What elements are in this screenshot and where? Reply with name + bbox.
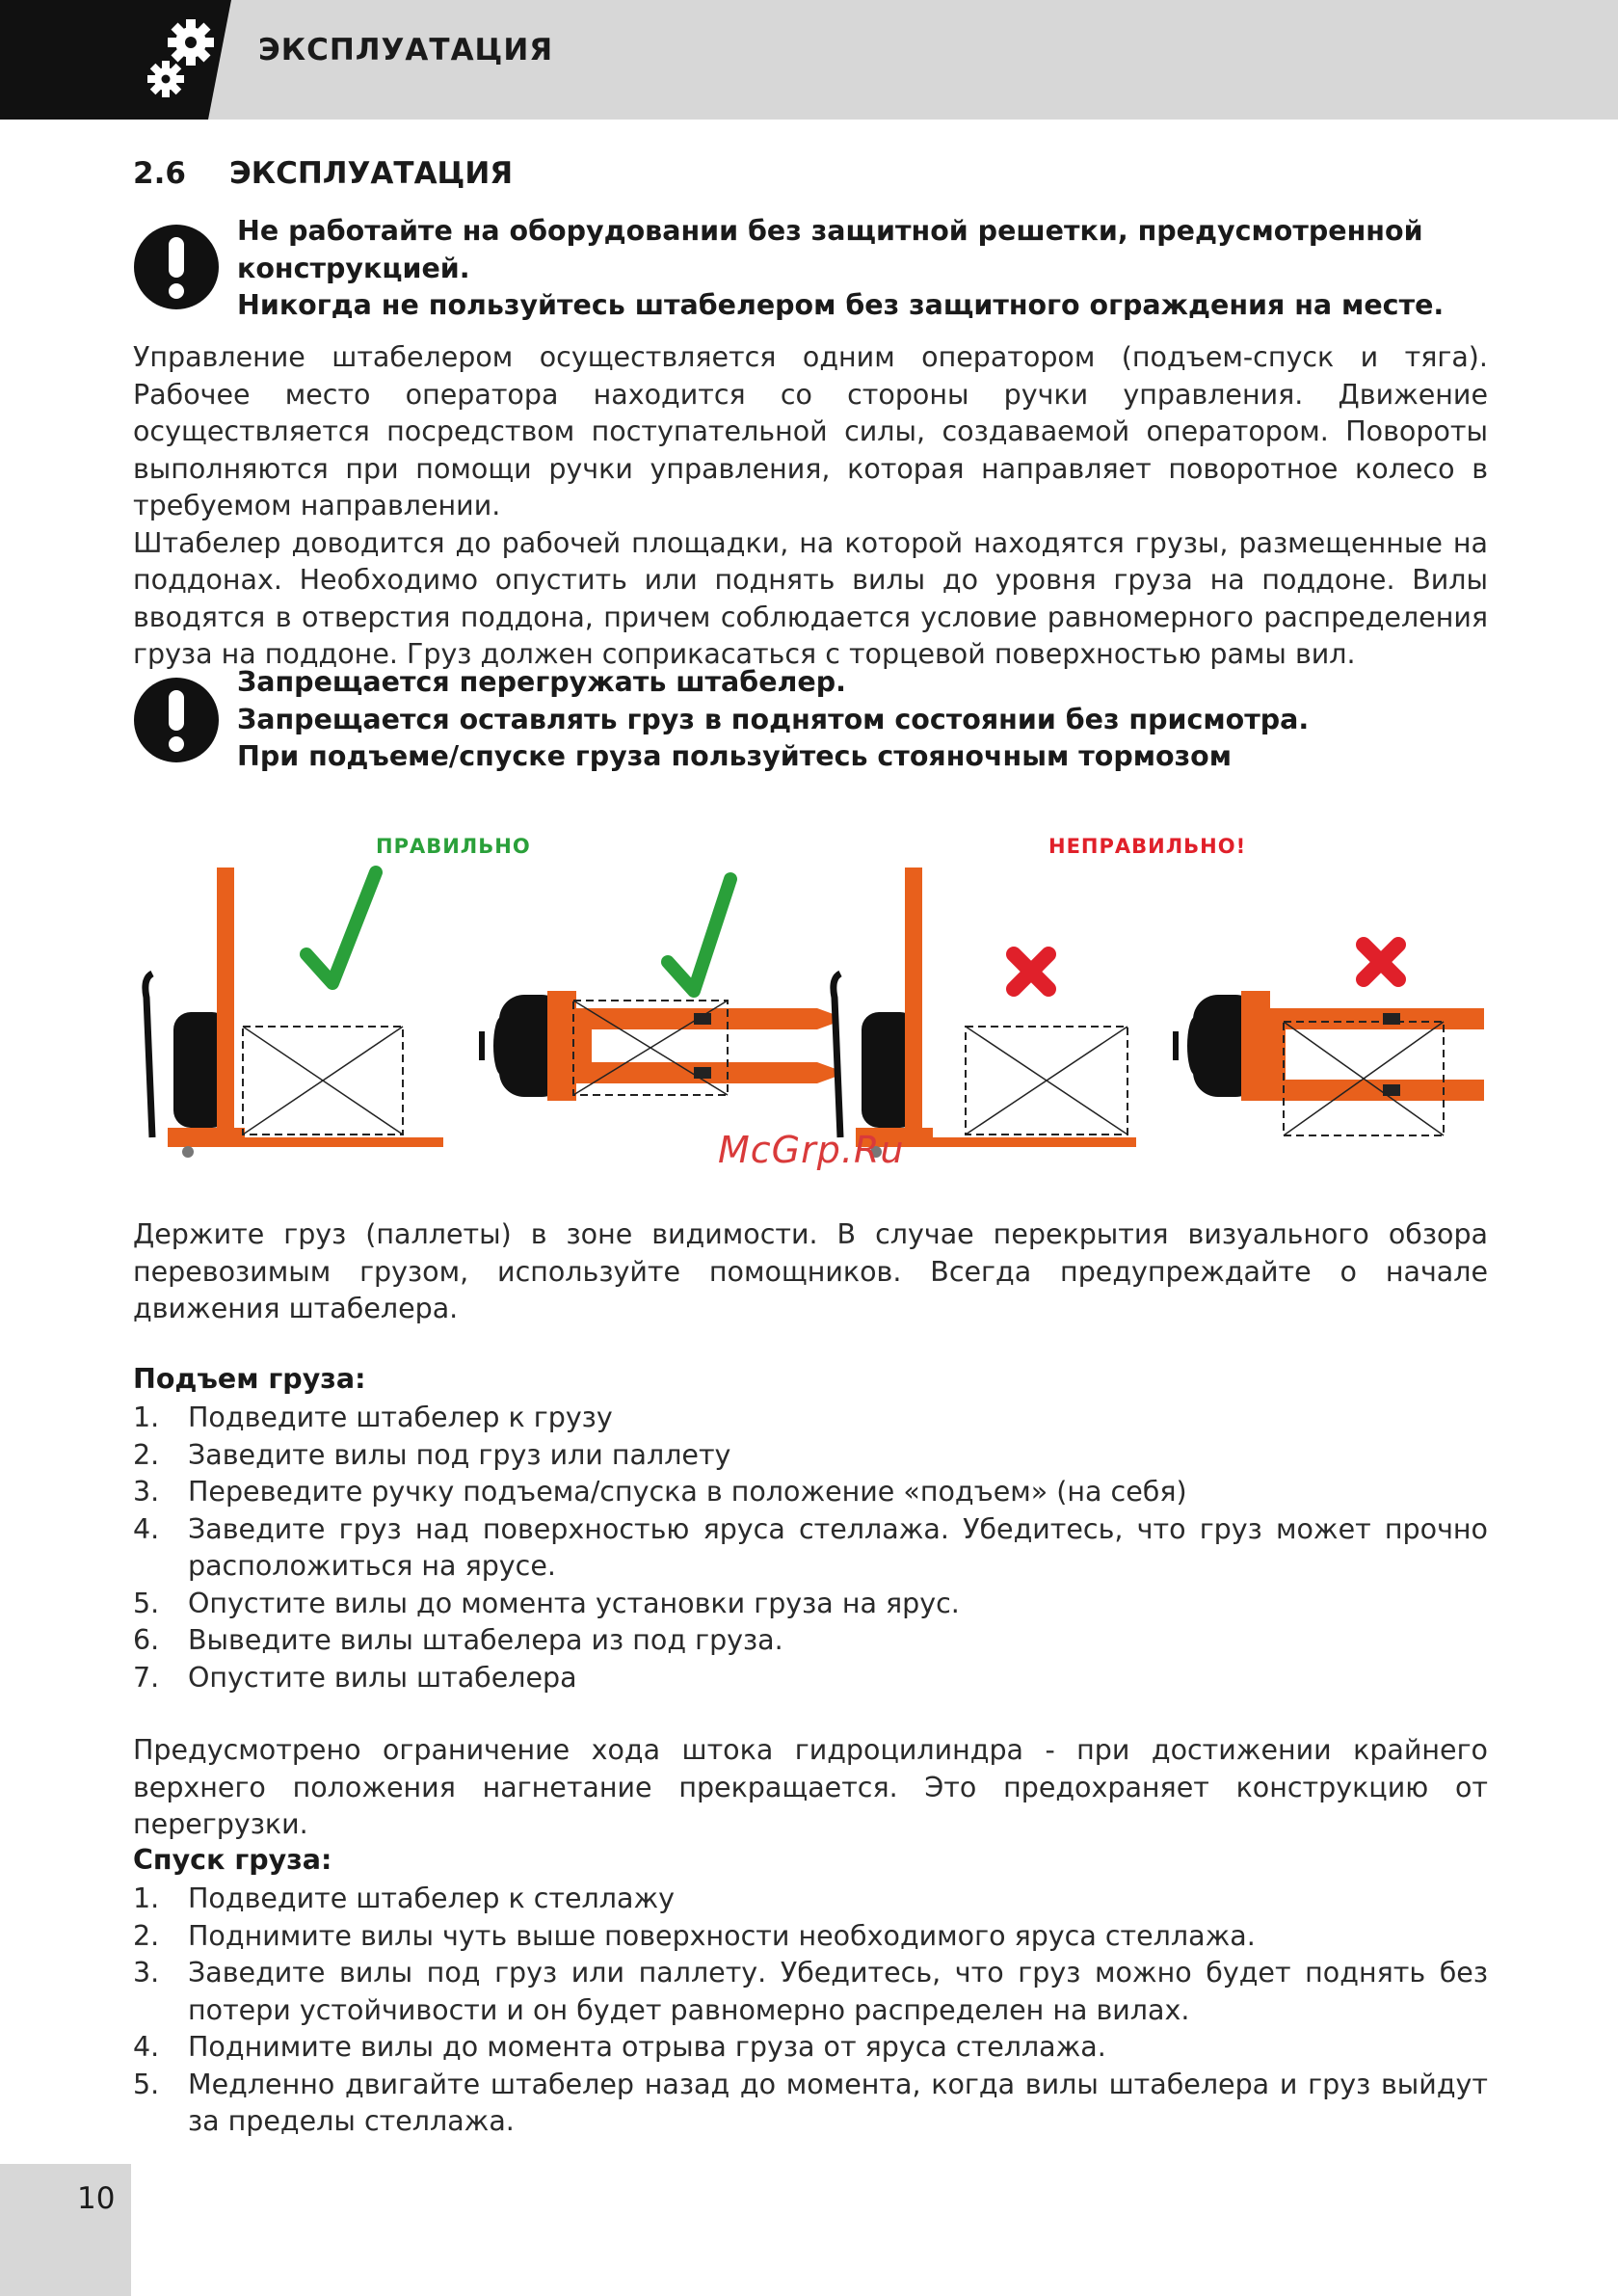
warning-line: Запрещается оставлять груз в поднятом состоянии без присмотра.	[237, 703, 1310, 735]
list-item	[133, 1437, 1488, 1475]
list-item	[133, 1881, 1488, 1918]
warning-line: При подъеме/спуске груза пользуйтесь стояночным тормозом	[237, 740, 1233, 772]
warning-line: Никогда не пользуйтесь штабелером без защитного ограждения на месте.	[237, 289, 1445, 321]
lifting-heading: Подъем груза:	[133, 1363, 366, 1395]
list-item-number: 5.	[133, 1587, 160, 1619]
list-item	[133, 1918, 1488, 1956]
list-item	[133, 1400, 1488, 1437]
list-item	[133, 1474, 1488, 1511]
list-item-text: Медленно двигайте штабелер назад до момента, когда вилы штабелера и груз выйдут за пределы стеллажа.	[188, 2068, 1488, 2137]
list-item	[133, 1955, 1488, 2029]
intro-text	[133, 339, 1488, 674]
limit-text: Предусмотрено ограничение хода штока гидроцилиндра - при достижении крайнего верхнего положения нагнетание прекращается. Это предохраняет конструкцию от перегрузки.	[133, 1734, 1488, 1840]
list-item-number: 5.	[133, 2068, 160, 2100]
warning-line: Не работайте на оборудовании без защитной решетки, предусмотренной	[237, 215, 1423, 247]
usage-figure	[135, 819, 1484, 1176]
warning-line: конструкцией.	[237, 252, 470, 284]
check-icon	[668, 879, 730, 991]
list-item	[133, 1622, 1488, 1660]
list-item-text: Подведите штабелер к стеллажу	[188, 1882, 675, 1914]
header-band	[0, 0, 1618, 120]
list-item-text: Поднимите вилы чуть выше поверхности необходимого яруса стеллажа.	[188, 1919, 1256, 1952]
list-item	[133, 2029, 1488, 2067]
stacker-side-view-incorrect	[834, 868, 1136, 1158]
cross-icon	[1364, 945, 1398, 979]
stacker-side-view-correct	[146, 868, 443, 1158]
list-item-text: Заведите вилы под груз или паллету. Убедитесь, что груз можно будет поднять без потери устойчивости и он будет равномерно распределен на вилах.	[188, 1957, 1488, 2026]
list-item-number: 1.	[133, 1882, 160, 1914]
list-item-text: Заведите груз над поверхностью яруса стеллажа. Убедитесь, что груз может прочно расположиться на ярусе.	[188, 1512, 1488, 1582]
watermark: McGrp.Ru	[718, 1129, 905, 1171]
list-item-text: Переведите ручку подъема/спуска в положение «подъем» (на себя)	[188, 1476, 1187, 1508]
list-item	[133, 1586, 1488, 1623]
page-number: 10	[77, 2181, 116, 2216]
incorrect-label: НЕПРАВИЛЬНО!	[1048, 835, 1247, 858]
list-item-text: Подведите штабелер к грузу	[188, 1402, 613, 1433]
list-item	[133, 1660, 1488, 1697]
section-number: 2.6	[133, 156, 186, 191]
list-item-number: 2.	[133, 1919, 160, 1952]
visibility-text: Держите груз (паллеты) в зоне видимости. В случае перекрытия визуального обзора перевозимым грузом, используйте помощников. Всегда предупреждайте о начале движения штабелера.	[133, 1218, 1488, 1324]
stacker-top-view-correct	[482, 991, 838, 1101]
stacker-top-view-incorrect	[1176, 991, 1484, 1135]
exclamation-icon	[133, 677, 220, 763]
limit-paragraph	[133, 1732, 1488, 1844]
list-item-text: Опустите вилы штабелера	[188, 1661, 577, 1694]
warning-block-1	[237, 213, 1509, 325]
section-title: ЭКСПЛУАТАЦИЯ	[229, 156, 514, 191]
intro-paragraph-2: Штабелер доводится до рабочей площадки, на которой находятся грузы, размещенные на поддонах. Необходимо опустить или поднять вилы до уровня груза на поддоне. Вилы вводятся в отверстия поддона, причем соблюдается условие равномерного распределения груза на поддоне. Груз должен соприкасаться с торцевой поверхностью рамы вил.	[133, 526, 1488, 670]
gears-icon	[145, 13, 222, 106]
check-icon	[306, 872, 376, 983]
list-item-text: Заведите вилы под груз или паллету	[188, 1438, 731, 1471]
exclamation-icon	[133, 224, 220, 310]
list-item	[133, 2067, 1488, 2141]
list-item-number: 1.	[133, 1402, 160, 1433]
lifting-list	[133, 1400, 1488, 1696]
figure-drawing	[135, 819, 1484, 1176]
warning-block-2	[237, 664, 1509, 776]
list-item-number: 3.	[133, 1957, 160, 1989]
section-heading	[133, 156, 513, 191]
list-item-number: 7.	[133, 1661, 160, 1694]
lowering-heading: Спуск груза:	[133, 1844, 332, 1876]
list-item-number: 3.	[133, 1476, 160, 1508]
intro-paragraph-1: Управление штабелером осуществляется одним оператором (подъем-спуск и тяга). Рабочее место оператора находится со стороны ручки управления. Движение осуществляется посредством поступательной силы, создаваемой оператором. Повороты выполняются при помощи ручки управления, которая направляет поворотное колесо в требуемом направлении.	[133, 341, 1488, 521]
list-item-number: 6.	[133, 1624, 160, 1656]
list-item-number: 2.	[133, 1438, 160, 1471]
list-item-number: 4.	[133, 1512, 160, 1545]
warning-line: Запрещается перегружать штабелер.	[237, 666, 846, 698]
header-title: ЭКСПЛУАТАЦИЯ	[258, 33, 554, 67]
list-item-number: 4.	[133, 2031, 160, 2063]
list-item-text: Поднимите вилы до момента отрыва груза от яруса стеллажа.	[188, 2031, 1106, 2063]
cross-icon	[1014, 954, 1048, 989]
lowering-list	[133, 1881, 1488, 2141]
list-item	[133, 1511, 1488, 1586]
list-item-text: Опустите вилы до момента установки груза на ярус.	[188, 1587, 960, 1619]
correct-label: ПРАВИЛЬНО	[376, 835, 531, 858]
list-item-text: Выведите вилы штабелера из под груза.	[188, 1624, 783, 1656]
visibility-paragraph	[133, 1216, 1488, 1328]
